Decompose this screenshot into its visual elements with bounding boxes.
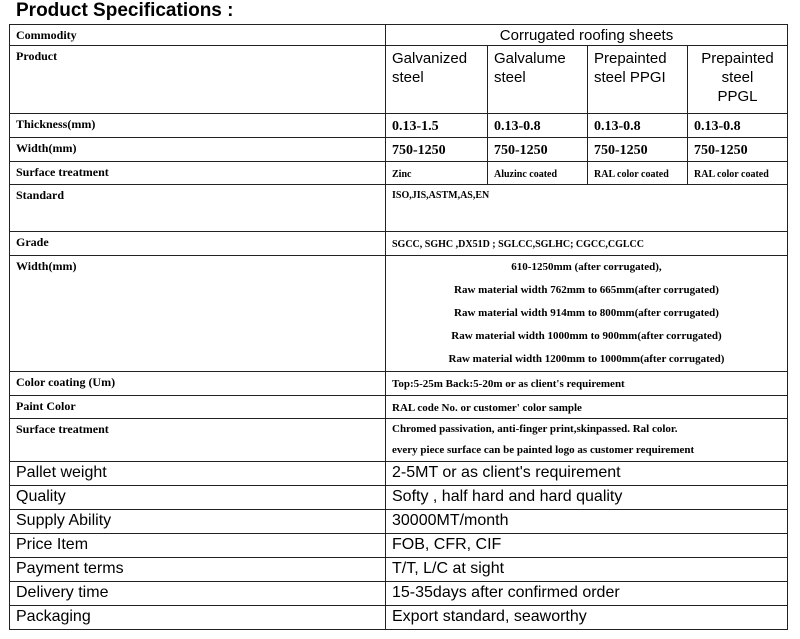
product-ppgi: Prepainted steel PPGI — [588, 46, 688, 114]
commodity-value: Corrugated roofing sheets — [386, 25, 788, 46]
width-corrugated-line: 610-1250mm (after corrugated), — [511, 261, 662, 273]
delivery-time-value: 15-35days after confirmed order — [386, 582, 788, 606]
commodity-label: Commodity — [10, 25, 386, 46]
grade-value: SGCC, SGHC ,DX51D ; SGLCC,SGLHC; CGCC,CGLCC — [386, 232, 788, 256]
row-pallet-weight — [10, 462, 788, 486]
width-value: 750-1250 — [588, 138, 688, 162]
color-coating-label: Color coating (Um) — [10, 372, 386, 396]
product-label: Product — [10, 46, 386, 114]
supply-ability-label: Supply Ability — [10, 510, 386, 534]
width-corrugated-line: Raw material width 914mm to 800mm(after corrugated) — [454, 307, 719, 319]
row-grade — [10, 232, 788, 256]
delivery-time-label: Delivery time — [10, 582, 386, 606]
row-quality — [10, 486, 788, 510]
row-payment-terms — [10, 558, 788, 582]
payment-terms-label: Payment terms — [10, 558, 386, 582]
packaging-label: Packaging — [10, 606, 386, 630]
surface-treatment-2-label: Surface treatment — [10, 419, 386, 462]
surface-treatment-2-value: Chromed passivation, anti-finger print,skinpassed. Ral color. every piece surface can be painted logo as customer requirement — [386, 419, 788, 462]
price-item-value: FOB, CFR, CIF — [386, 534, 788, 558]
width-value: 750-1250 — [386, 138, 488, 162]
row-delivery-time — [10, 582, 788, 606]
thickness-value: 0.13-0.8 — [488, 114, 588, 138]
paint-color-label: Paint Color — [10, 396, 386, 419]
product-galvanized: Galvanized steel — [386, 46, 488, 114]
grade-label: Grade — [10, 232, 386, 256]
thickness-value: 0.13-1.5 — [386, 114, 488, 138]
width-value: 750-1250 — [488, 138, 588, 162]
standard-value: ISO,JIS,ASTM,AS,EN — [386, 185, 788, 232]
pallet-weight-label: Pallet weight — [10, 462, 386, 486]
width-corrugated-line: Raw material width 1200mm to 1000mm(after corrugated) — [448, 353, 725, 365]
surface-treatment-label: Surface treatment — [10, 162, 386, 185]
row-color-coating — [10, 372, 788, 396]
width-corrugated-line: Raw material width 1000mm to 900mm(after corrugated) — [451, 330, 722, 342]
product-ppgl: Prepainted steel PPGL — [688, 46, 788, 114]
payment-terms-value: T/T, L/C at sight — [386, 558, 788, 582]
row-width — [10, 138, 788, 162]
row-packaging — [10, 606, 788, 630]
packaging-value: Export standard, seaworthy — [386, 606, 788, 630]
row-surface-treatment — [10, 162, 788, 185]
row-surface-treatment-2 — [10, 419, 788, 462]
quality-label: Quality — [10, 486, 386, 510]
width-corrugated-line: Raw material width 762mm to 665mm(after corrugated) — [454, 284, 719, 296]
surface-treatment-value: Zinc — [386, 162, 488, 185]
surface-treatment-value: Aluzinc coated — [488, 162, 588, 185]
width-value: 750-1250 — [688, 138, 788, 162]
thickness-value: 0.13-0.8 — [688, 114, 788, 138]
width-label: Width(mm) — [10, 138, 386, 162]
width-corrugated-label: Width(mm) — [10, 256, 386, 372]
row-standard — [10, 185, 788, 232]
page-heading: Product Specifications : — [16, 0, 234, 21]
row-paint-color — [10, 396, 788, 419]
price-item-label: Price Item — [10, 534, 386, 558]
width-corrugated-value — [386, 256, 788, 372]
product-galvalume: Galvalume steel — [488, 46, 588, 114]
color-coating-value: Top:5-25m Back:5-20m or as client's requirement — [386, 372, 788, 396]
quality-value: Softy , half hard and hard quality — [386, 486, 788, 510]
pallet-weight-value: 2-5MT or as client's requirement — [386, 462, 788, 486]
surface-treatment-value: RAL color coated — [588, 162, 688, 185]
thickness-value: 0.13-0.8 — [588, 114, 688, 138]
supply-ability-value: 30000MT/month — [386, 510, 788, 534]
row-product — [10, 46, 788, 114]
row-thickness — [10, 114, 788, 138]
specifications-table — [9, 24, 788, 630]
row-width-corrugated — [10, 256, 788, 372]
thickness-label: Thickness(mm) — [10, 114, 386, 138]
row-price-item — [10, 534, 788, 558]
paint-color-value: RAL code No. or customer' color sample — [386, 396, 788, 419]
standard-label: Standard — [10, 185, 386, 232]
row-supply-ability — [10, 510, 788, 534]
surface-treatment-value: RAL color coated — [688, 162, 788, 185]
row-commodity — [10, 25, 788, 46]
